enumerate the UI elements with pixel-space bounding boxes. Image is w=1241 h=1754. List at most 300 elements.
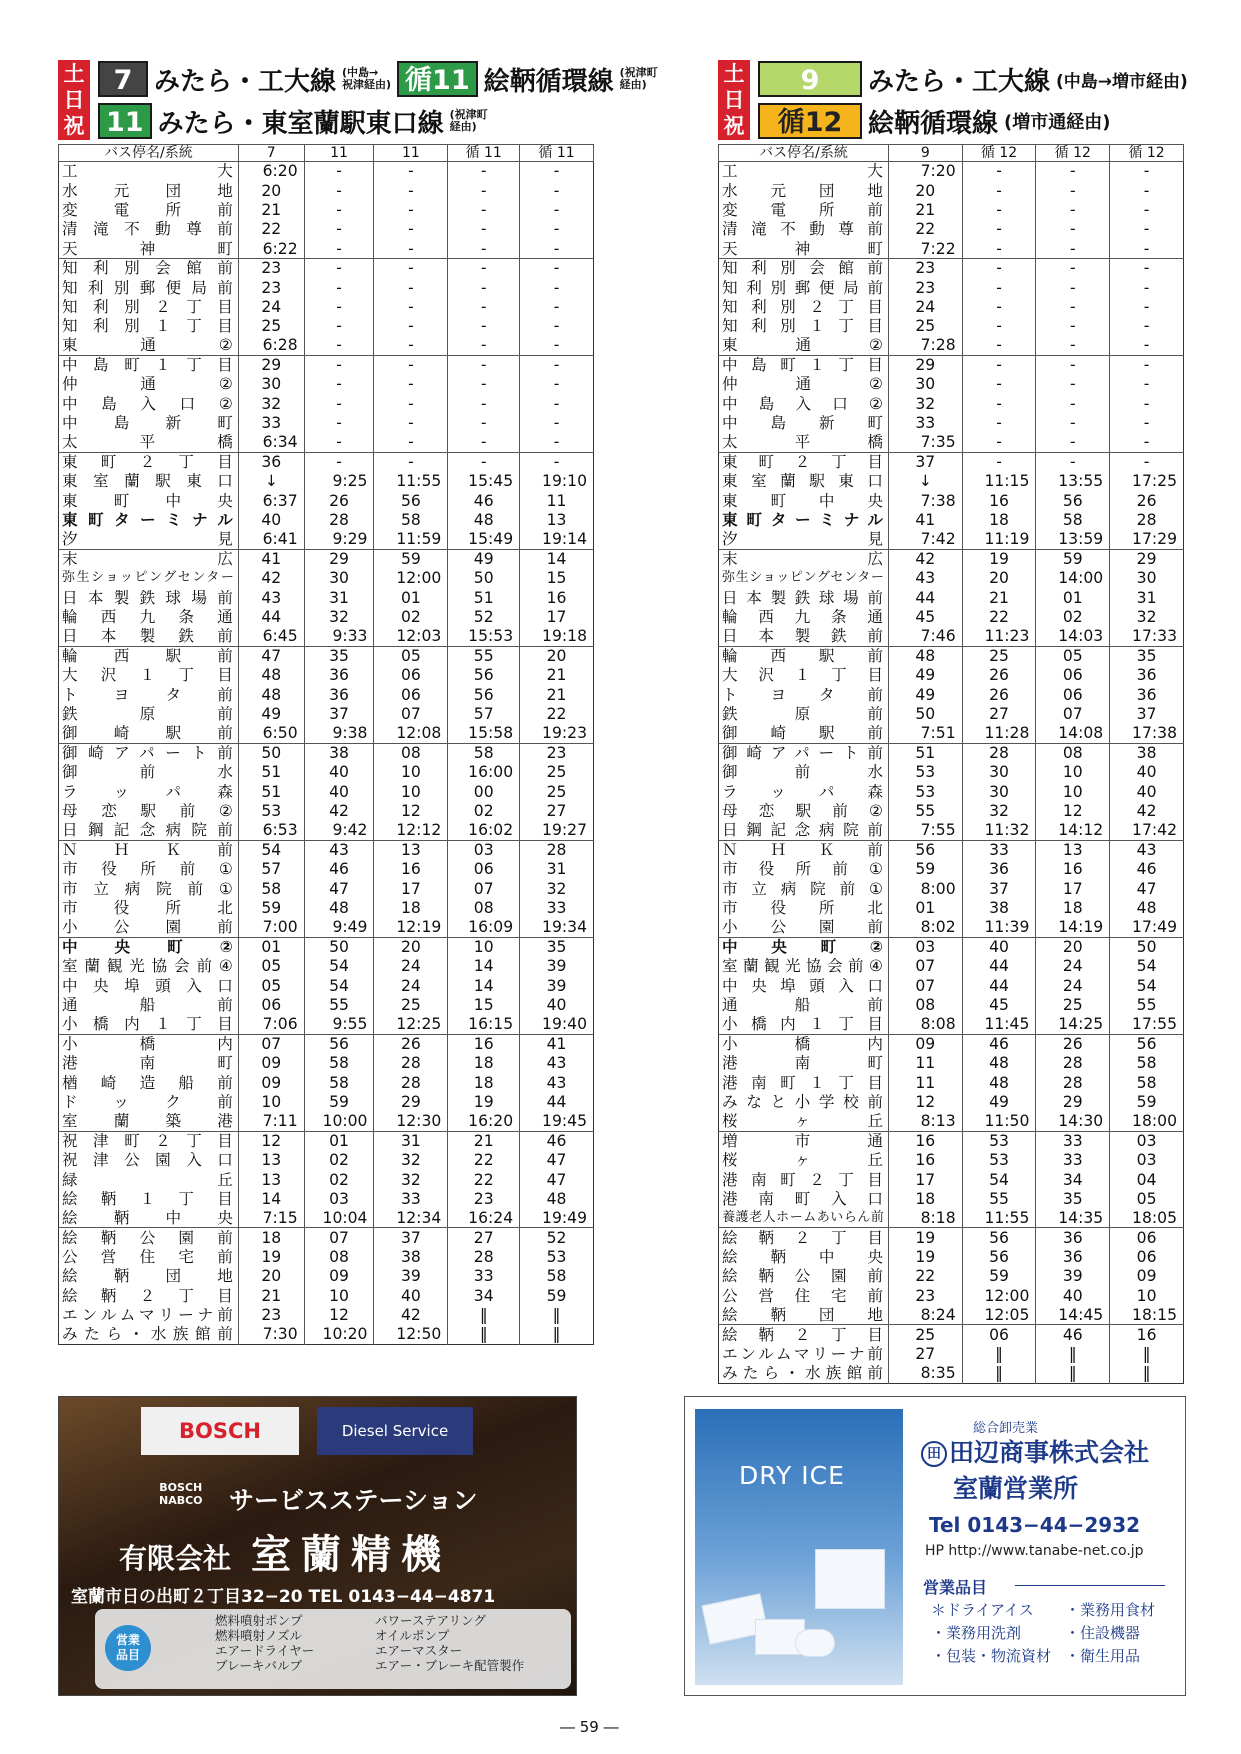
departure-time: 07 [1036, 704, 1110, 723]
departure-time: 40 [374, 1286, 448, 1305]
products-box [95, 1609, 571, 1689]
table-row [59, 1073, 594, 1092]
table-row [59, 685, 594, 704]
departure-time: 32 [520, 879, 594, 898]
departure-time: 21 [238, 1286, 304, 1305]
table-row [719, 588, 1184, 607]
departure-time: 07 [238, 1034, 304, 1053]
weekend-badge: 土日祝 [718, 60, 750, 140]
table-row [59, 821, 594, 840]
departure-time: 14 [448, 976, 520, 995]
table-row [59, 782, 594, 801]
departure-time: 58 [1110, 1073, 1184, 1092]
stop-name: 清滝不動尊前 [719, 220, 889, 239]
table-row [59, 898, 594, 917]
departure-time: 9:25 [304, 472, 374, 491]
stop-name: 小橋内 [719, 1034, 889, 1053]
departure-time: 34 [448, 1286, 520, 1305]
departure-time: 6:41 [238, 530, 304, 549]
table-row [719, 1073, 1184, 1092]
departure-time: - [962, 181, 1036, 200]
departure-time: 44 [238, 607, 304, 626]
table-row [719, 452, 1184, 471]
departure-time: 38 [374, 1247, 448, 1266]
departure-time: 06 [962, 1325, 1036, 1344]
table-row [719, 1344, 1184, 1363]
table-row [59, 1170, 594, 1189]
table-row [719, 685, 1184, 704]
table-row [719, 1092, 1184, 1111]
stop-name: 中央埠頭入口 [719, 976, 889, 995]
departure-time: 06 [374, 685, 448, 704]
departure-time: 56 [888, 840, 962, 859]
departure-time: 16 [1110, 1325, 1184, 1344]
stop-name: 小公園前 [59, 918, 239, 937]
header-route: 11 [374, 145, 448, 162]
departure-time: 05 [374, 646, 448, 665]
stop-name: 鉄原前 [59, 704, 239, 723]
departure-time: 40 [304, 782, 374, 801]
stop-name: 室蘭観光協会前④ [719, 957, 889, 976]
departure-time: 15:49 [448, 530, 520, 549]
stop-name: 弥生ショッピングセンター [59, 569, 239, 588]
departure-time: 28 [962, 743, 1036, 762]
departure-time: - [1110, 394, 1184, 413]
stop-name: トヨタ前 [59, 685, 239, 704]
table-row [719, 278, 1184, 297]
departure-time: 07 [374, 704, 448, 723]
departure-time: 40 [1036, 1286, 1110, 1305]
departure-time: - [520, 162, 594, 181]
departure-time: 14:00 [1036, 569, 1110, 588]
departure-time: 12:30 [374, 1112, 448, 1131]
departure-time: 25 [888, 1325, 962, 1344]
table-row [719, 957, 1184, 976]
table-row [719, 995, 1184, 1014]
departure-time: - [304, 414, 374, 433]
departure-time: ‖ [1036, 1344, 1110, 1363]
departure-time: 17 [1036, 879, 1110, 898]
departure-time: 18:00 [1110, 1112, 1184, 1131]
departure-time: 06 [374, 666, 448, 685]
departure-time: 12:34 [374, 1209, 448, 1228]
stop-name: 知利別会館前 [719, 258, 889, 277]
departure-time: 53 [238, 801, 304, 820]
departure-time: 46 [1036, 1325, 1110, 1344]
departure-time: 25 [238, 317, 304, 336]
table-row [719, 1325, 1184, 1344]
departure-time: 16 [962, 491, 1036, 510]
departure-time: 16 [1036, 860, 1110, 879]
departure-time: 6:50 [238, 724, 304, 743]
departure-time: 28 [1036, 1073, 1110, 1092]
departure-time: 58 [304, 1073, 374, 1092]
departure-time: 12:00 [374, 569, 448, 588]
table-row [719, 801, 1184, 820]
departure-time: ‖ [448, 1306, 520, 1325]
service-station-label: サービスステーション [229, 1486, 478, 1515]
departure-time: 19:10 [520, 472, 594, 491]
departure-time: 14:03 [1036, 627, 1110, 646]
table-row [59, 840, 594, 859]
departure-time: 17:29 [1110, 530, 1184, 549]
stop-name: エンルムマリーナ前 [719, 1344, 889, 1363]
departure-time: - [520, 336, 594, 355]
route-9-note: (中島→増市経由) [1056, 71, 1188, 92]
departure-time: 09 [238, 1073, 304, 1092]
table-row [719, 472, 1184, 491]
departure-time: 14:12 [1036, 821, 1110, 840]
departure-time: 42 [304, 801, 374, 820]
departure-time: 11:59 [374, 530, 448, 549]
departure-time: 24 [374, 976, 448, 995]
stop-name: 末広 [59, 549, 239, 568]
departure-time: - [962, 433, 1036, 452]
departure-time: 06 [448, 860, 520, 879]
departure-time: - [962, 278, 1036, 297]
departure-time: 42 [374, 1306, 448, 1325]
departure-time: 58 [1036, 511, 1110, 530]
departure-time: 43 [304, 840, 374, 859]
departure-time: 44 [888, 588, 962, 607]
departure-time: - [1036, 375, 1110, 394]
departure-time: 21 [962, 588, 1036, 607]
departure-time: 03 [448, 840, 520, 859]
departure-time: - [304, 162, 374, 181]
departure-time: 18 [1036, 898, 1110, 917]
departure-time: 22 [520, 704, 594, 723]
departure-time: 19:23 [520, 724, 594, 743]
departure-time: 25 [520, 763, 594, 782]
table-row [59, 704, 594, 723]
departure-time: 17 [374, 879, 448, 898]
left-header [58, 56, 658, 144]
departure-time: - [374, 258, 448, 277]
departure-time: - [1036, 394, 1110, 413]
departure-time: - [448, 317, 520, 336]
departure-time: 41 [888, 511, 962, 530]
header-route: 循 12 [1110, 145, 1184, 162]
stop-name: 室蘭観光協会前④ [59, 957, 239, 976]
departure-time: 33 [1036, 1131, 1110, 1150]
departure-time: 05 [1110, 1189, 1184, 1208]
departure-time: 24 [1036, 976, 1110, 995]
stop-name: 水元団地 [59, 181, 239, 200]
table-row [719, 394, 1184, 413]
departure-time: - [1036, 297, 1110, 316]
departure-time: 7:11 [238, 1112, 304, 1131]
departure-time: 14:45 [1036, 1306, 1110, 1325]
stop-name: 絵鞆団地 [59, 1267, 239, 1286]
departure-time: 47 [238, 646, 304, 665]
departure-time: 7:55 [888, 821, 962, 840]
departure-time: 11 [520, 491, 594, 510]
departure-time: 38 [962, 898, 1036, 917]
departure-time: 02 [448, 801, 520, 820]
departure-time: - [962, 297, 1036, 316]
stop-name: ラッパ森 [719, 782, 889, 801]
departure-time: - [962, 375, 1036, 394]
table-row [719, 336, 1184, 355]
departure-time: 02 [1036, 607, 1110, 626]
departure-time: - [374, 433, 448, 452]
departure-time: 48 [888, 646, 962, 665]
departure-time: 01 [304, 1131, 374, 1150]
stop-name: 仲通② [719, 375, 889, 394]
departure-time: 13 [238, 1150, 304, 1169]
departure-time: 17 [888, 1170, 962, 1189]
stop-name: 養護老人ホームあいらん前 [719, 1209, 889, 1228]
departure-time: 06 [1036, 666, 1110, 685]
departure-time: 48 [962, 1073, 1036, 1092]
right-header [718, 56, 1188, 144]
departure-time: 02 [304, 1170, 374, 1189]
departure-time: 08 [888, 995, 962, 1014]
departure-time: 59 [888, 860, 962, 879]
stop-name: ＮＨＫ前 [59, 840, 239, 859]
table-row [719, 1228, 1184, 1247]
departure-time: - [304, 375, 374, 394]
departure-time: 59 [520, 1286, 594, 1305]
departure-time: 30 [962, 763, 1036, 782]
table-row [719, 918, 1184, 937]
header-route: 循 12 [962, 145, 1036, 162]
departure-time: 36 [1110, 666, 1184, 685]
departure-time: 06 [1110, 1228, 1184, 1247]
departure-time: 7:06 [238, 1015, 304, 1034]
stop-name: 御崎駅前 [59, 724, 239, 743]
departure-time: 11 [888, 1073, 962, 1092]
departure-time: 17 [520, 607, 594, 626]
stop-name: 東町中央 [719, 491, 889, 510]
table-row [59, 278, 594, 297]
departure-time: 56 [374, 491, 448, 510]
stop-name: 御崎アパート前 [59, 743, 239, 762]
departure-time: 12 [374, 801, 448, 820]
departure-time: 40 [962, 937, 1036, 956]
timetable-left [58, 56, 658, 1345]
departure-time: 22 [962, 607, 1036, 626]
departure-time: 09 [304, 1267, 374, 1286]
departure-time: 15 [520, 569, 594, 588]
bosch-logo: BOSCH [141, 1407, 299, 1455]
departure-time: 33 [1036, 1150, 1110, 1169]
company-name: 田 田辺商事株式会社 [921, 1433, 1149, 1469]
departure-time: 18 [888, 1189, 962, 1208]
departure-time: 23 [238, 1306, 304, 1325]
table-row [719, 414, 1184, 433]
table-row [719, 220, 1184, 239]
stop-name: 日鋼記念病院前 [719, 821, 889, 840]
departure-time: 59 [962, 1267, 1036, 1286]
departure-time: - [448, 394, 520, 413]
departure-time: - [374, 355, 448, 374]
header-route: 9 [888, 145, 962, 162]
table-row [719, 530, 1184, 549]
departure-time: 6:34 [238, 433, 304, 452]
products-col-2: ・業務用食材 ・住設機器 ・衛生用品 [1065, 1601, 1156, 1665]
departure-time: 16:20 [448, 1112, 520, 1131]
departure-time: 47 [520, 1170, 594, 1189]
table-row [59, 937, 594, 956]
departure-time: 43 [1110, 840, 1184, 859]
departure-time: - [374, 452, 448, 471]
departure-time: 59 [1110, 1092, 1184, 1111]
stop-name: 鉄原前 [719, 704, 889, 723]
departure-time: - [962, 414, 1036, 433]
departure-time: 58 [238, 879, 304, 898]
stop-name: 中央町② [59, 937, 239, 956]
departure-time: 19:40 [520, 1015, 594, 1034]
products-col-1: ＊ドライアイス ・業務用洗剤 ・包装・物流資材 [931, 1601, 1052, 1665]
departure-time: 48 [520, 1189, 594, 1208]
departure-time: 55 [1110, 995, 1184, 1014]
departure-time: - [374, 278, 448, 297]
stop-name: 市役所北 [719, 898, 889, 917]
departure-time: 21 [520, 666, 594, 685]
departure-time: 56 [304, 1034, 374, 1053]
stop-name: 水元団地 [719, 181, 889, 200]
departure-time: 02 [304, 1150, 374, 1169]
departure-time: 01 [374, 588, 448, 607]
departure-time: 23 [448, 1189, 520, 1208]
table-row [59, 801, 594, 820]
departure-time: - [1036, 200, 1110, 219]
departure-time: - [448, 278, 520, 297]
departure-time: - [520, 394, 594, 413]
table-row [719, 181, 1184, 200]
departure-time: 32 [374, 1170, 448, 1189]
departure-time: 13:55 [1036, 472, 1110, 491]
departure-time: 40 [1110, 782, 1184, 801]
stop-name: 御崎アパート前 [719, 743, 889, 762]
stop-name: ドック前 [59, 1092, 239, 1111]
departure-time: 9:29 [304, 530, 374, 549]
stop-name: 天神町 [719, 239, 889, 258]
departure-time: 30 [304, 569, 374, 588]
header-stop: バス停名/系統 [719, 145, 889, 162]
departure-time: 19:34 [520, 918, 594, 937]
departure-time: - [304, 355, 374, 374]
company-website[interactable]: HP http://www.tanabe-net.co.jp [925, 1543, 1144, 1559]
departure-time: 54 [238, 840, 304, 859]
departure-time: 23 [888, 258, 962, 277]
table-row [59, 860, 594, 879]
departure-time: 29 [304, 549, 374, 568]
departure-time: 48 [238, 666, 304, 685]
table-row [719, 627, 1184, 646]
stop-name: 市役所北 [59, 898, 239, 917]
departure-time: - [448, 452, 520, 471]
route-7-note: (中島→ 祝津経由) [342, 66, 392, 91]
stop-name: 東町２丁目 [719, 452, 889, 471]
departure-time: 08 [374, 743, 448, 762]
header-route: 循 11 [448, 145, 520, 162]
departure-time: 54 [304, 976, 374, 995]
departure-time: - [520, 258, 594, 277]
products-title: 営業品目 [923, 1578, 988, 1597]
departure-time: - [374, 162, 448, 181]
departure-time: 30 [888, 375, 962, 394]
departure-time: - [304, 278, 374, 297]
departure-time: 07 [304, 1228, 374, 1247]
departure-time: - [520, 239, 594, 258]
departure-time: 10 [1036, 763, 1110, 782]
table-row [59, 724, 594, 743]
departure-time: 40 [304, 763, 374, 782]
departure-time: - [1110, 162, 1184, 181]
departure-time: 51 [888, 743, 962, 762]
stop-name: 末広 [719, 549, 889, 568]
stop-name: 絵鞆１丁目 [59, 1189, 239, 1208]
timetable-right [718, 56, 1188, 1384]
departure-time: 16 [888, 1150, 962, 1169]
departure-time: 40 [520, 995, 594, 1014]
departure-time: 25 [520, 782, 594, 801]
departure-time: ‖ [520, 1306, 594, 1325]
departure-time: 50 [1110, 937, 1184, 956]
stop-name: みたら・水族館前 [59, 1325, 239, 1344]
departure-time: - [374, 220, 448, 239]
departure-time: 54 [1110, 976, 1184, 995]
route-j11-name: 絵鞆循環線 [483, 66, 614, 97]
company-address: 室蘭市日の出町２丁目32−20 TEL 0143−44−4871 [71, 1587, 496, 1607]
stop-name: 母恋駅前② [719, 801, 889, 820]
stop-name: 市役所前① [719, 860, 889, 879]
departure-time: 49 [238, 704, 304, 723]
departure-time: 12:00 [962, 1286, 1036, 1305]
departure-time: - [448, 414, 520, 433]
departure-time: - [374, 336, 448, 355]
departure-time: 37 [374, 1228, 448, 1247]
table-row [59, 394, 594, 413]
table-row [719, 239, 1184, 258]
departure-time: 56 [448, 685, 520, 704]
departure-time: 26 [962, 666, 1036, 685]
table-row [719, 782, 1184, 801]
stop-name: 東室蘭駅東口 [59, 472, 239, 491]
table-row [59, 627, 594, 646]
departure-time: - [1110, 181, 1184, 200]
header-route: 循 12 [1036, 145, 1110, 162]
departure-time: 55 [448, 646, 520, 665]
departure-time: - [1110, 200, 1184, 219]
departure-time: 9:38 [304, 724, 374, 743]
table-row [719, 1170, 1184, 1189]
departure-time: 49 [962, 1092, 1036, 1111]
departure-time: 20 [238, 1267, 304, 1286]
departure-time: 05 [238, 957, 304, 976]
departure-time: - [520, 452, 594, 471]
stop-name: 知利別郵便局前 [59, 278, 239, 297]
departure-time: ‖ [1110, 1344, 1184, 1363]
departure-time: 14:30 [1036, 1112, 1110, 1131]
departure-time: - [520, 433, 594, 452]
departure-time: 59 [304, 1092, 374, 1111]
departure-time: - [304, 433, 374, 452]
table-row [59, 1209, 594, 1228]
table-row [59, 1131, 594, 1150]
table-row [59, 1015, 594, 1034]
departure-time: 48 [304, 898, 374, 917]
departure-time: 10 [448, 937, 520, 956]
departure-time: 12:08 [374, 724, 448, 743]
stop-name: 桜ヶ丘 [719, 1112, 889, 1131]
departure-time: 9:42 [304, 821, 374, 840]
departure-time: - [374, 297, 448, 316]
departure-time: 23 [238, 258, 304, 277]
stop-name: みたら・水族館前 [719, 1364, 889, 1383]
